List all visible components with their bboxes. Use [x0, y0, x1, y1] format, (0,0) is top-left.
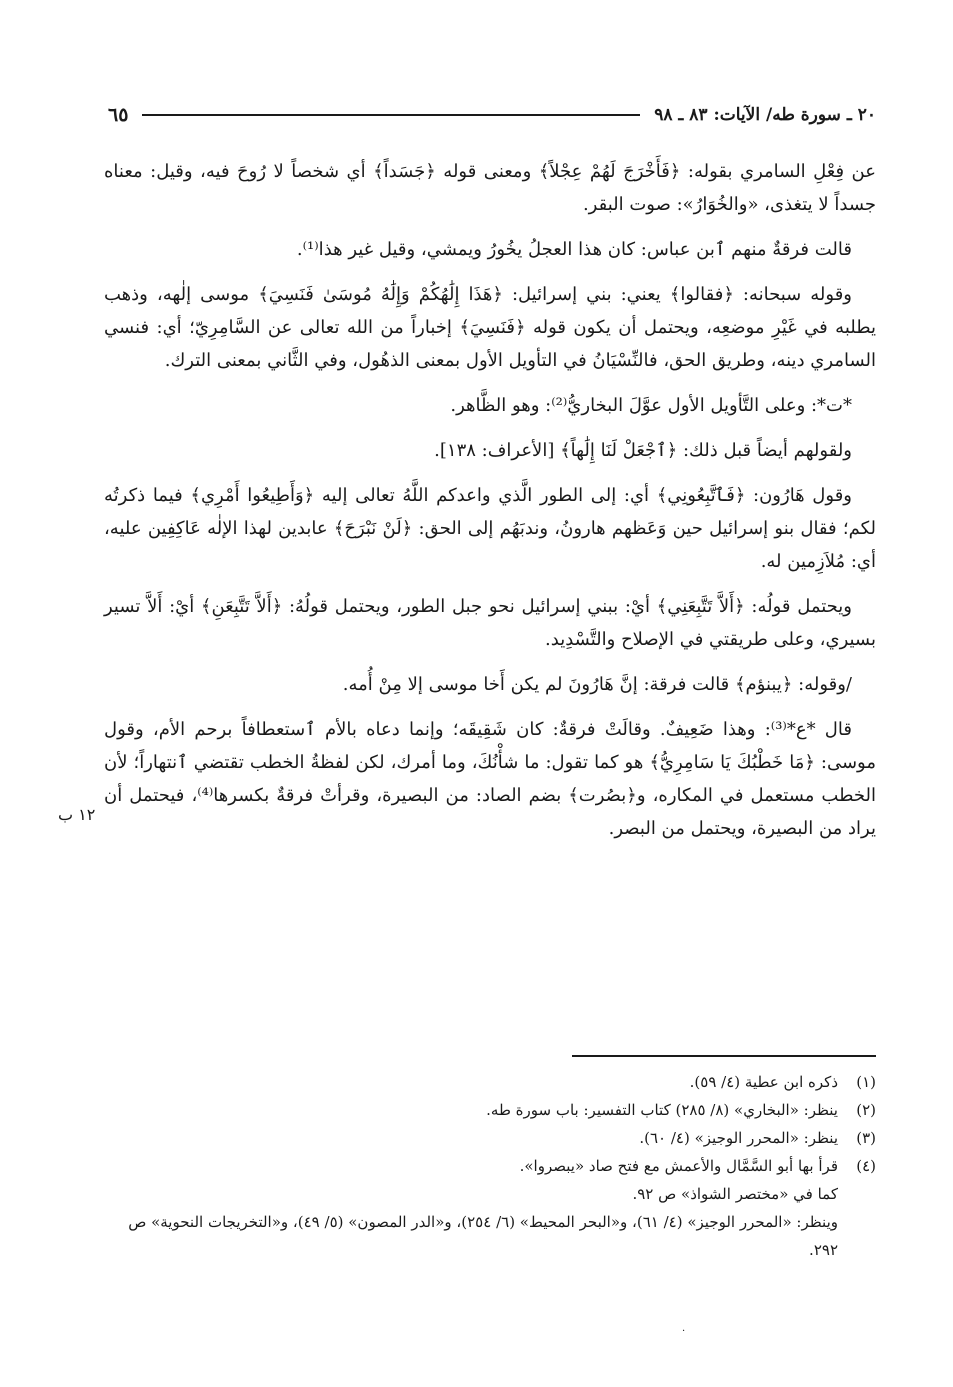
footnote-text — [104, 1068, 838, 1096]
footnote-text — [104, 1096, 838, 1124]
running-header — [108, 100, 876, 130]
paragraph: *ت*: وعلى التَّأويل الأول عوَّلَ البخاريُّ⁽²⁾: وهو الظَّاهر. — [450, 395, 852, 416]
footnote-text — [104, 1124, 838, 1152]
footnote-number: (١) — [856, 1073, 876, 1091]
paragraph: /وقوله: ﴿يبنؤم﴾ قالت فرقة: إنَّ هَارُونَ لم يكن أَخا موسى إلا مِنْ أُمه. — [342, 674, 852, 695]
manuscript-folio-note: ١٢ ب — [58, 805, 96, 824]
paragraph: عن فِعْلِ السامري بقوله: ﴿فَأَخْرَجَ لَهُمْ عِجْلاً﴾ ومعنى قوله ﴿جَسَداً﴾ أي شخصاً لا رُوحَ فيه، وقيل: معناه جسداً لا يتغذى، «والخُوَارُ»: صوت البقر. — [104, 161, 876, 215]
footnote-line: ينظر: «البخاري» (٨/ ٢٨٥) كتاب التفسير: باب سورة طه. — [486, 1101, 838, 1119]
footnote-number: (٣) — [856, 1129, 876, 1147]
footnote-1 — [104, 1068, 876, 1096]
footnote-3 — [104, 1124, 876, 1152]
footnote-text — [104, 1152, 838, 1264]
paragraph: وقول هَارُون: ﴿فَٱتَّبِعُونِي﴾ أي: إلى الطور الَّذي واعدكم اللَّهُ تعالى إليه ﴿وَأَطِيعُوا أَمْرِي﴾ فيما ذكرتُه لكم؛ فقال بنو إسرائيل حين وَعَظهم هارونُ، وندبَهُم إلى الحق: ﴿لَنْ نَبْرَحَ﴾ عابدين لهذا الإلٰه عَاكِفِين عليه، أي: مُلاَزِمين له. — [104, 485, 876, 572]
footnote-line: ينظر: «المحرر الوجيز» (٤/ ٦٠). — [639, 1129, 838, 1147]
paragraph: ولقولهم أيضاً قبل ذلك: ﴿ٱجْعَلْ لَنَا إِلَٰهاً﴾ [الأعراف: ١٣٨]. — [434, 440, 852, 461]
paragraph: وقوله سبحانه: ﴿فقالوا﴾ يعني: بني إسرائيل: ﴿هَذَا إِلَٰهُكُمْ وَإِلَٰهُ مُوسَىٰ فَنَسِيَ﴾ موسى إلٰهه، وذهب يطلبه في غَيْرِ موضعِه، ويحتمل أن يكون قوله ﴿فَنَسِيَ﴾ إخباراً من الله تعالى عن السَّامِرِيّ؛ أي: فنسي السامري دينه، وطريق الحق، فالنِّسْيَانُ في التأويل الأول بمعنى الذهُول، وفي الثَّاني بمعنى الترك. — [104, 284, 876, 371]
footnote-separator — [572, 1055, 876, 1057]
footnotes — [104, 1068, 876, 1264]
footnote-line: ذكره ابن عطية (٤/ ٥٩). — [689, 1073, 838, 1091]
paragraph: قال *ع*⁽³⁾: وهذا ضَعِيفٌ. وقالَتْ فرقةٌ: كان شَقِيقَه؛ وإنما دعاه بالأم ٱستعطافاً برحم الأم، وقول موسى: ﴿مَا خَطْبُكَ يَا سَامِرِيُّ﴾ هو كما تقول: ما شأْنُكَ، وما أمرك، لكن لفظةُ الخطب تقتضي ٱنتهاراً؛ لأن الخطب مستعمل في المكاره، و﴿بصُرت﴾ بضم الصاد: من البصيرة، وقرأتْ فرقةٌ بكسرها⁽⁴⁾، فيحتمل أن يراد من البصيرة، ويحتمل من البصر. — [104, 719, 876, 839]
print-speck: · — [682, 1326, 686, 1337]
footnote-4 — [104, 1152, 876, 1264]
chapter-title: ٢٠ ـ سورة طه/ الآيات: ٨٣ ـ ٩٨ — [654, 105, 876, 125]
paragraph: ويحتمل قولُه: ﴿أَلاَّ تَتَّبِعَنِي﴾ أيْ: ببني إسرائيل نحو جبل الطور، ويحتمل قولُهُ: ﴿أَلاَّ تَتَّبِعَنِ﴾ أيْ: أَلاَّ تسير بسيري، وعلى طريقتي في الإصلاح والتَّسْدِيد. — [104, 596, 876, 650]
header-rule — [142, 114, 640, 116]
footnote-number: (٤) — [856, 1157, 876, 1175]
page-number: ٦٥ — [108, 104, 129, 126]
paragraph: قالت فرقةٌ منهم ٱبن عباس: كان هذا العجلُ يخُورُ ويمشي، وقيل غير هذا⁽¹⁾. — [296, 239, 852, 260]
footnote-2 — [104, 1096, 876, 1124]
footnote-number: (٢) — [856, 1101, 876, 1119]
main-text — [104, 155, 876, 857]
footnote-line: وينظر: «المحرر الوجيز» (٤/ ٦١)، و«البحر المحيط» (٦/ ٢٥٤)، و«الدر المصون» (٥/ ٤٩)، و«التخريجات النحوية» ص ٢٩٢. — [128, 1213, 838, 1259]
footnote-line: قرأ بها أبو السَّمَّال والأعمش مع فتح صاد «يبصروا». — [519, 1157, 838, 1175]
footnote-line: كما في «مختصر الشواذ» ص ٩٢. — [632, 1185, 838, 1203]
